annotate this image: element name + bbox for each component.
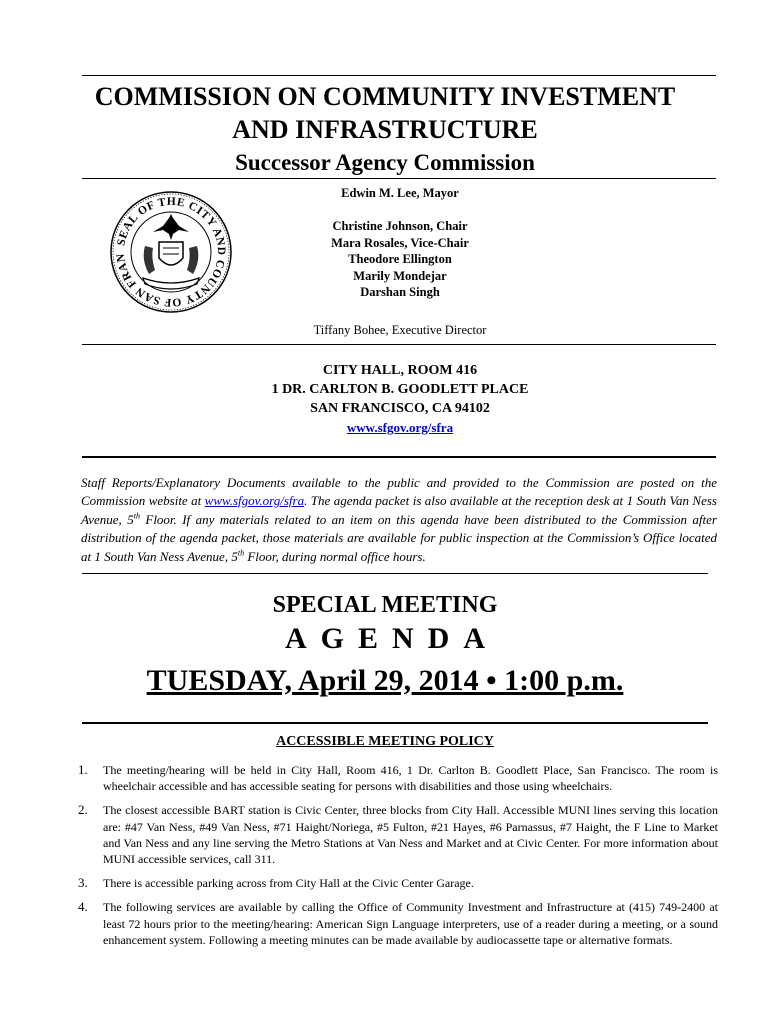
policy-list — [78, 762, 718, 956]
staff-reports-notice — [81, 474, 717, 566]
agenda-heading: AGENDA — [284, 622, 499, 655]
commission-subtitle: Successor Agency Commission — [235, 150, 535, 175]
commission-members — [270, 218, 530, 301]
notice-text: Floor, during normal office hours. — [244, 548, 426, 564]
member: Marily Mondejar — [353, 268, 447, 283]
notice-text: Floor. If any materials related to an item on this agenda have been distributed to the Commission after distribution of the agenda packet, those materials are available for public inspection at the Commission’s Office located at 1 South Van Ness Avenue, 5 — [81, 511, 717, 564]
notice-text: . The agenda packet is also available at the reception desk at 1 South Van Ness Avenue, 5 — [81, 493, 717, 527]
top-rule — [82, 75, 716, 76]
policy-item — [78, 899, 718, 948]
meeting-date: TUESDAY, April 29, 2014 • 1:00 p.m. — [146, 664, 624, 697]
item-text: The meeting/hearing will be held in City Hall, Room 416, 1 Dr. Carlton B. Goodlett Place, San Francisco. The room is wheelchair accessible and has accessible seating for persons with disabilities and those using wheelchairs. — [103, 763, 718, 794]
item-number: 1. — [78, 762, 88, 777]
city-seal-logo — [109, 190, 233, 314]
mayor-name: Edwin M. Lee, Mayor — [341, 186, 459, 200]
policy-title: ACCESSIBLE MEETING POLICY — [276, 734, 494, 749]
item-text: There is accessible parking across from City Hall at the Civic Center Garage. — [103, 876, 474, 891]
notice-website-link[interactable]: www.sfgov.org/sfra — [204, 493, 305, 509]
member: Darshan Singh — [360, 285, 440, 299]
executive-director: Tiffany Bohee, Executive Director — [313, 323, 487, 337]
date-rule — [82, 722, 708, 724]
address-line3: SAN FRANCISCO, CA 94102 — [310, 401, 490, 416]
item-number: 4. — [78, 899, 88, 915]
member: Theodore Ellington — [348, 252, 452, 266]
item-text: The closest accessible BART station is Civic Center, three blocks from City Hall. Accessible MUNI lines serving this location are: #47 Van Ness, #49 Van Ness, #71 Haight/Noriega, #5 Fulton, #21 Hayes, #6 Parnassus, #7 Haight, the F Line to Market and Van Ness and any line serving the Metro Stations at Van Ness and Market and at Civic Center. For more information about MUNI accessible services, call 311. — [103, 803, 718, 867]
website-link[interactable]: www.sfgov.org/sfra — [346, 420, 454, 435]
commission-title-line2: AND INFRASTRUCTURE — [232, 115, 538, 144]
director-rule — [82, 344, 716, 345]
item-number: 3. — [78, 875, 88, 891]
notice-text: Staff Reports/Explanatory Documents available to the public and provided to the Commission are posted on the Commission website at — [81, 475, 717, 509]
meeting-address — [230, 361, 570, 438]
svg-text:SEAL OF THE CITY AND COUNTY OF: SEAL OF THE CITY AND COUNTY OF SAN FRAN — [114, 195, 228, 309]
header-rule — [82, 178, 716, 179]
address-line2: 1 DR. CARLTON B. GOODLETT PLACE — [271, 382, 529, 397]
policy-item — [78, 875, 718, 891]
policy-item — [78, 802, 718, 867]
member-chair: Christine Johnson, Chair — [332, 219, 468, 233]
address-line1: CITY HALL, ROOM 416 — [322, 363, 478, 378]
address-rule — [82, 456, 716, 458]
item-number: 2. — [78, 802, 88, 818]
policy-item — [78, 762, 718, 794]
meeting-type: SPECIAL MEETING — [272, 592, 498, 618]
item-text: The following services are available by calling the Office of Community Investment and Infrastructure at (415) 749-2400 at least 72 hours prior to the meeting/hearing: American Sign Language interpreters, use of a reader during a meeting, or a sound enhancement system. Following a meeting minutes can be made available by audiocassette tape or alternative formats. — [103, 900, 718, 947]
member-vice-chair: Mara Rosales, Vice-Chair — [331, 235, 469, 250]
notice-superscript: th — [133, 511, 140, 521]
notice-superscript: th — [237, 548, 245, 558]
commission-title-line1: COMMISSION ON COMMUNITY INVESTMENT — [94, 82, 676, 111]
notice-rule — [82, 573, 708, 574]
